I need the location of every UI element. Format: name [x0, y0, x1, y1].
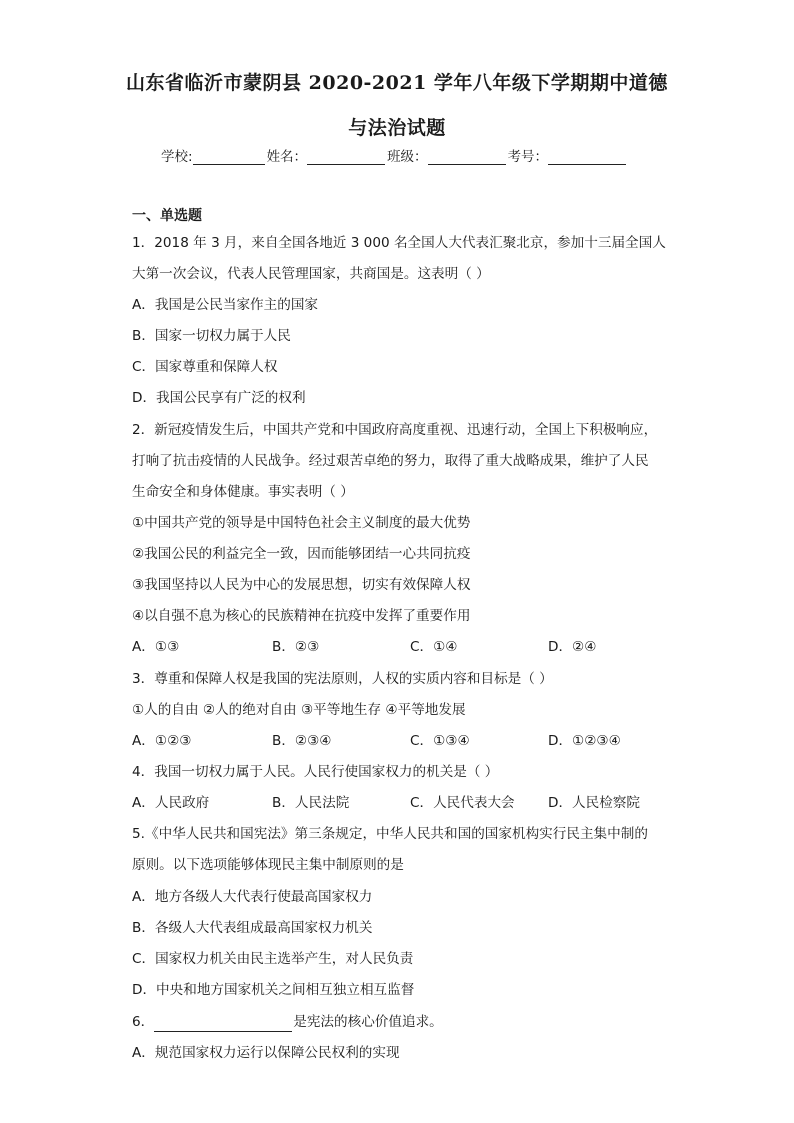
q2-statement-1: ①中国共产党的领导是中国特色社会主义制度的最大优势 [132, 515, 471, 531]
q2-option-d: D．②④ [548, 639, 597, 655]
q4-option-a: A．人民政府 [132, 795, 210, 811]
q2-statement-2: ②我国公民的利益完全一致，因而能够团结一心共同抗疫 [132, 546, 471, 562]
q6-stem-text: 是宪法的核心价值追求。 [293, 1014, 443, 1030]
q2-statement-3: ③我国坚持以人民为中心的发展思想，切实有效保障人权 [132, 577, 471, 593]
q1-stem-line2: 大第一次会议，代表人民管理国家，共商国是。这表明（ ） [132, 266, 490, 282]
q1-option-d: D．我国公民享有广泛的权利 [132, 390, 306, 406]
q1-stem-line1: 1．2018 年 3 月，来自全国各地近 3 000 名全国人大代表汇聚北京，参加十三届全国人 [132, 235, 666, 251]
name-blank[interactable] [307, 149, 385, 165]
exam-title-line1: 山东省临沂市蒙阴县 2020-2021 学年八年级下学期期中道德 [126, 72, 668, 94]
q6-fill-blank[interactable] [154, 1016, 292, 1032]
q2-stem-line3: 生命安全和身体健康。事实表明（ ） [132, 484, 354, 500]
school-blank[interactable] [193, 149, 265, 165]
q3-option-c: C．①③④ [410, 733, 470, 749]
q5-stem-line1: 5.《中华人民共和国宪法》第三条规定，中华人民共和国的国家机构实行民主集中制的 [132, 826, 648, 842]
exam-no-label: 考号： [507, 149, 549, 165]
q1-option-c: C．国家尊重和保障人权 [132, 359, 278, 375]
exam-title-line2: 与法治试题 [348, 117, 446, 139]
class-label: 班级： [387, 149, 428, 165]
q4-option-b: B．人民法院 [272, 795, 350, 811]
q6-number: 6． [132, 1014, 155, 1030]
q5-stem-line2: 原则。以下选项能够体现民主集中制原则的是 [132, 857, 404, 873]
school-label: 学校: [161, 149, 193, 165]
q6-option-a: A．规范国家权力运行以保障公民权利的实现 [132, 1045, 400, 1061]
section-title: 一、单选题 [132, 208, 202, 224]
q4-option-c: C．人民代表大会 [410, 795, 515, 811]
q3-statements: ①人的自由 ②人的绝对自由 ③平等地生存 ④平等地发展 [132, 702, 466, 718]
q2-statement-4: ④以自强不息为核心的民族精神在抗疫中发挥了重要作用 [132, 608, 471, 624]
q6-stem [132, 1012, 443, 1032]
exam-no-blank[interactable] [548, 149, 626, 165]
q3-option-b: B．②③④ [272, 733, 332, 749]
q2-option-a: A．①③ [132, 639, 180, 655]
q5-option-a: A．地方各级人大代表行使最高国家权力 [132, 889, 373, 905]
q2-option-b: B．②③ [272, 639, 320, 655]
q2-option-c: C．①④ [410, 639, 458, 655]
q3-stem: 3．尊重和保障人权是我国的宪法原则，人权的实质内容和目标是（ ） [132, 671, 553, 687]
q4-stem: 4．我国一切权力属于人民。人民行使国家权力的机关是（ ） [132, 764, 499, 780]
name-label: 姓名： [266, 149, 308, 165]
q2-stem-line1: 2．新冠疫情发生后，中国共产党和中国政府高度重视、迅速行动，全国上下积极响应， [132, 422, 658, 438]
q2-stem-line2: 打响了抗击疫情的人民战争。经过艰苦卓绝的努力，取得了重大战略成果，维护了人民 [132, 453, 649, 469]
q1-option-b: B．国家一切权力属于人民 [132, 328, 291, 344]
q5-option-c: C．国家权力机关由民主选举产生，对人民负责 [132, 951, 414, 967]
q1-option-a: A．我国是公民当家作主的国家 [132, 297, 319, 313]
q5-option-b: B．各级人大代表组成最高国家权力机关 [132, 920, 373, 936]
class-blank[interactable] [428, 149, 506, 165]
q5-option-d: D．中央和地方国家机关之间相互独立相互监督 [132, 982, 415, 998]
q4-option-d: D．人民检察院 [548, 795, 641, 811]
student-info-row [161, 145, 628, 165]
q3-option-a: A．①②③ [132, 733, 192, 749]
q3-option-d: D．①②③④ [548, 733, 621, 749]
